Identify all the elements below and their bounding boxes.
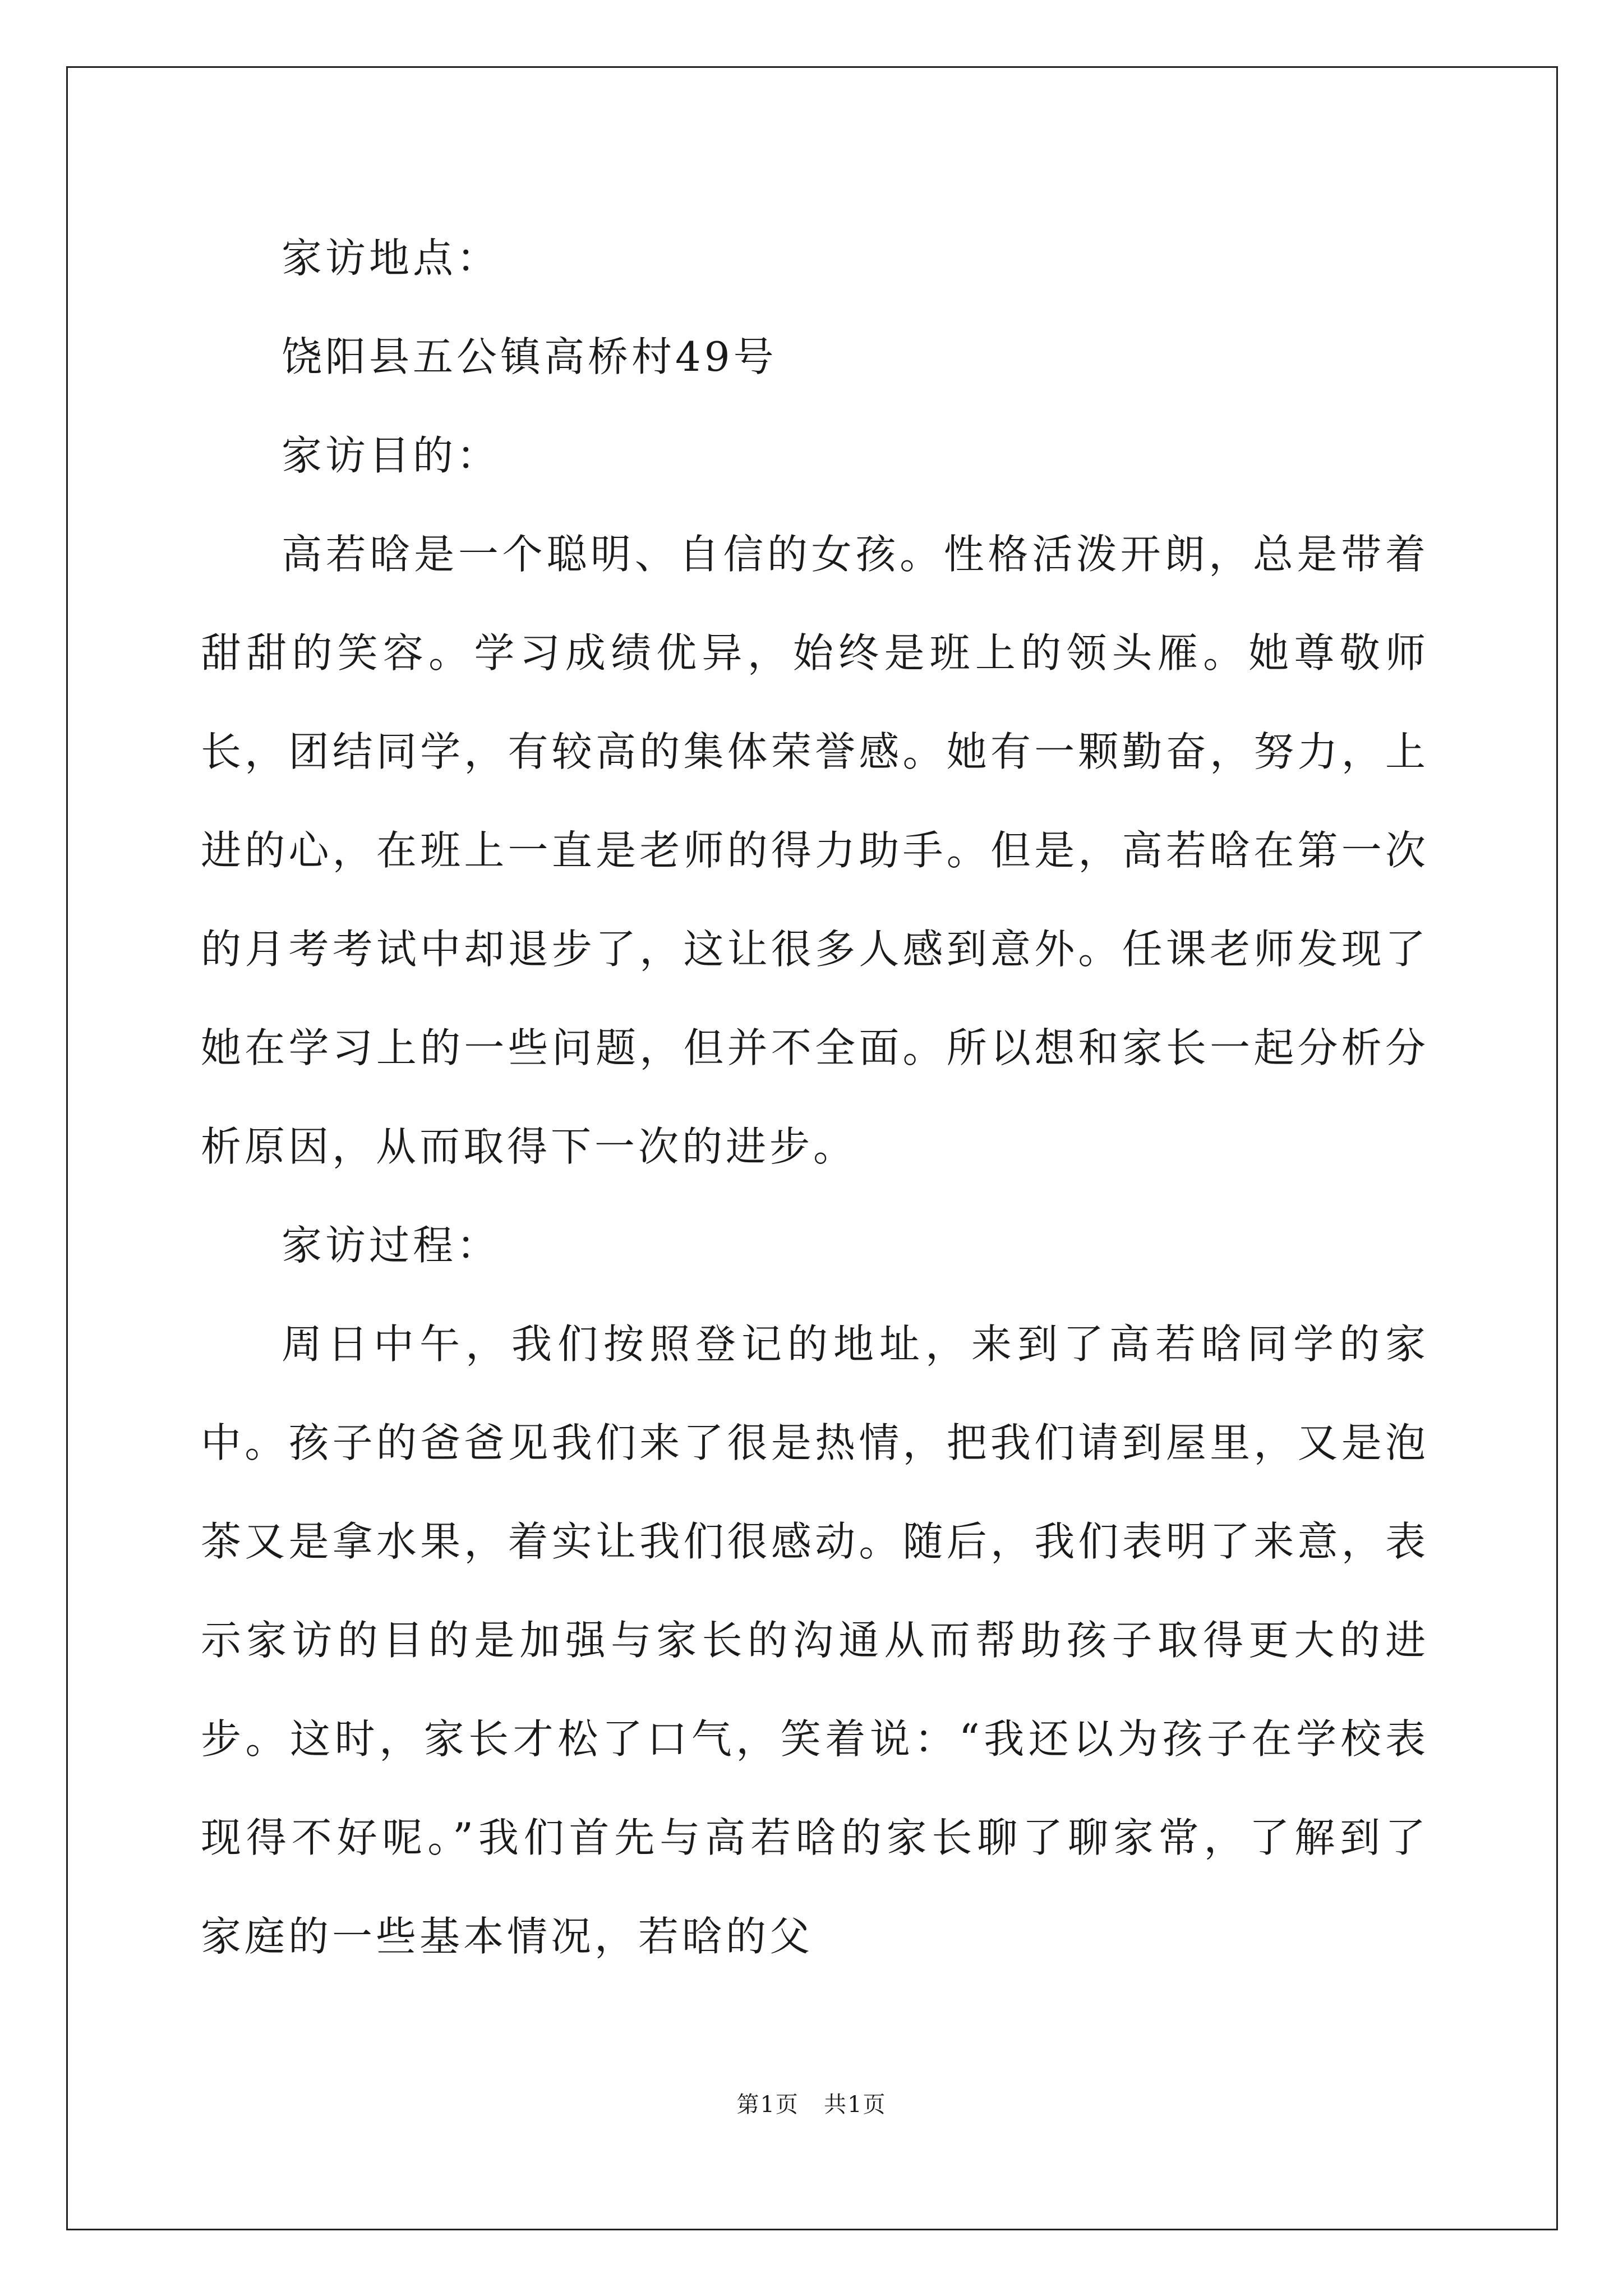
paragraph-visit-process: 周日中午，我们按照登记的地址，来到了高若晗同学的家中。孩子的爸爸见我们来了很是热情，把我们请到屋里，又是泡茶又是拿水果，着实让我们很感动。随后，我们表明了来意，表示家访的目的是加强与家长的沟通从而帮助孩子取得更大的进步。这时，家长才松了口气，笑着说：“我还以为孩子在学校表现得不好呢。”我们首先与高若晗的家长聊了聊家常，了解到了家庭的一些基本情况，若晗的父 (201, 1320, 1429, 1960)
paragraph-visit-purpose-heading: 家访目的： (282, 432, 501, 479)
paragraph-visit-location-heading: 家访地点： (282, 234, 501, 282)
page-footer (0, 2088, 1623, 2122)
page-total: 共1页 (824, 2092, 887, 2118)
paragraph-visit-process-heading: 家访过程： (282, 1222, 501, 1269)
document-body (201, 209, 1429, 1986)
paragraph-visit-purpose: 高若晗是一个聪明、自信的女孩。性格活泼开朗，总是带着甜甜的笑容。学习成绩优异，始终是班上的领头雁。她尊敬师长，团结同学，有较高的集体荣誉感。她有一颗勤奋，努力，上进的心，在班上一直是老师的得力助手。但是，高若晗在第一次的月考考试中却退步了，这让很多人感到意外。任课老师发现了她在学习上的一些问题，但并不全面。所以想和家长一起分析分析原因，从而取得下一次的进步。 (201, 531, 1429, 1170)
paragraph-visit-address: 饶阳县五公镇高桥村49号 (282, 333, 777, 380)
page-number: 第1页 (736, 2092, 799, 2118)
